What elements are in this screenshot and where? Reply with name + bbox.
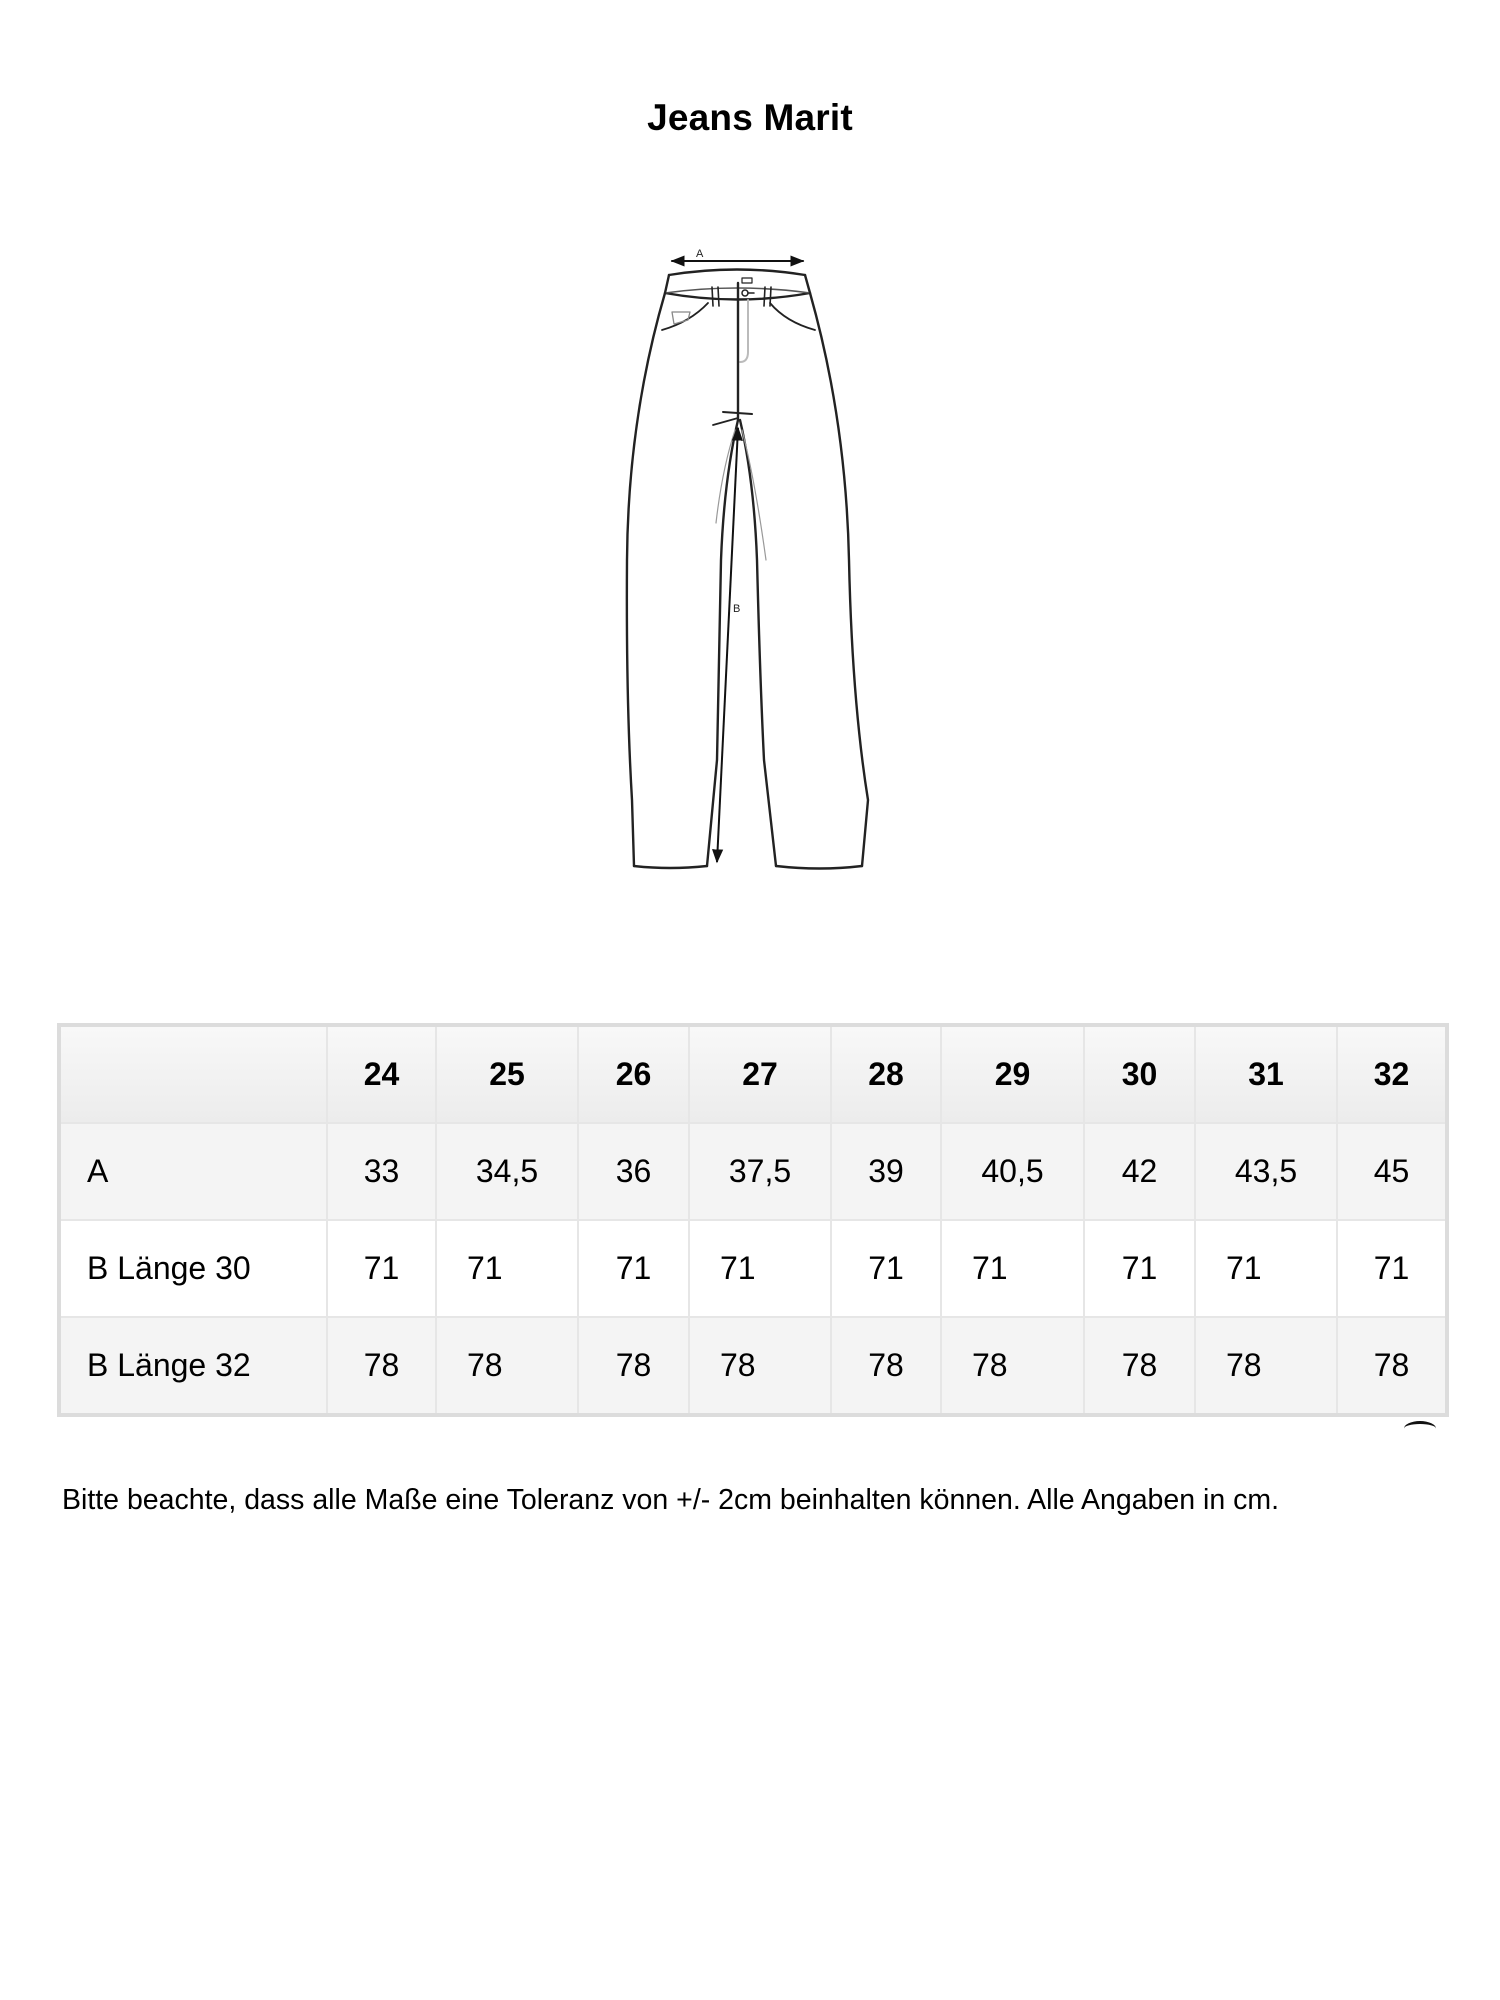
table-cell: 71 [1084, 1220, 1195, 1317]
page-title: Jeans Marit [647, 97, 853, 138]
tolerance-note: Bitte beachte, dass alle Maße eine Toleranz von +/- 2cm beinhalten können. Alle Angaben in cm. [62, 1484, 1280, 1516]
row-label: B Länge 32 [59, 1317, 327, 1415]
size-header-25: 25 [436, 1025, 578, 1123]
size-header-27: 27 [689, 1025, 831, 1123]
table-cell: 78 [689, 1317, 831, 1415]
table-cell: 78 [1084, 1317, 1195, 1415]
table-cell: 71 [941, 1220, 1084, 1317]
table-cell: 71 [1337, 1220, 1447, 1317]
size-header-32: 32 [1337, 1025, 1447, 1123]
table-cell: 71 [831, 1220, 941, 1317]
table-cell: 78 [578, 1317, 689, 1415]
table-row [59, 1317, 1447, 1415]
size-header-28: 28 [831, 1025, 941, 1123]
table-row [59, 1220, 1447, 1317]
table-cell: 45 [1337, 1123, 1447, 1220]
table-cell: 39 [831, 1123, 941, 1220]
label-a: A [696, 248, 704, 260]
size-header-31: 31 [1195, 1025, 1337, 1123]
table-cell: 78 [436, 1317, 578, 1415]
size-header-29: 29 [941, 1025, 1084, 1123]
table-cell: 33 [327, 1123, 436, 1220]
table-cell: 71 [436, 1220, 578, 1317]
table-header-row [59, 1025, 1447, 1123]
size-header-24: 24 [327, 1025, 436, 1123]
size-header-26: 26 [578, 1025, 689, 1123]
size-header-30: 30 [1084, 1025, 1195, 1123]
table-cell: 78 [1337, 1317, 1447, 1415]
size-chart-table [57, 1023, 1449, 1417]
table-cell: 40,5 [941, 1123, 1084, 1220]
table-cell: 36 [578, 1123, 689, 1220]
table-cell: 71 [578, 1220, 689, 1317]
row-label: B Länge 30 [59, 1220, 327, 1317]
table-cell: 34,5 [436, 1123, 578, 1220]
table-cell: 71 [689, 1220, 831, 1317]
scroll-indicator-arc [1404, 1421, 1436, 1436]
table-cell: 43,5 [1195, 1123, 1337, 1220]
table-cell: 78 [831, 1317, 941, 1415]
table-cell: 37,5 [689, 1123, 831, 1220]
table-row [59, 1123, 1447, 1220]
table-cell: 71 [327, 1220, 436, 1317]
table-cell: 71 [1195, 1220, 1337, 1317]
header-blank-cell [59, 1025, 327, 1123]
table-cell: 78 [941, 1317, 1084, 1415]
row-label: A [59, 1123, 327, 1220]
label-b: B [733, 603, 741, 615]
table-cell: 78 [1195, 1317, 1337, 1415]
table-cell: 78 [327, 1317, 436, 1415]
table-cell: 42 [1084, 1123, 1195, 1220]
